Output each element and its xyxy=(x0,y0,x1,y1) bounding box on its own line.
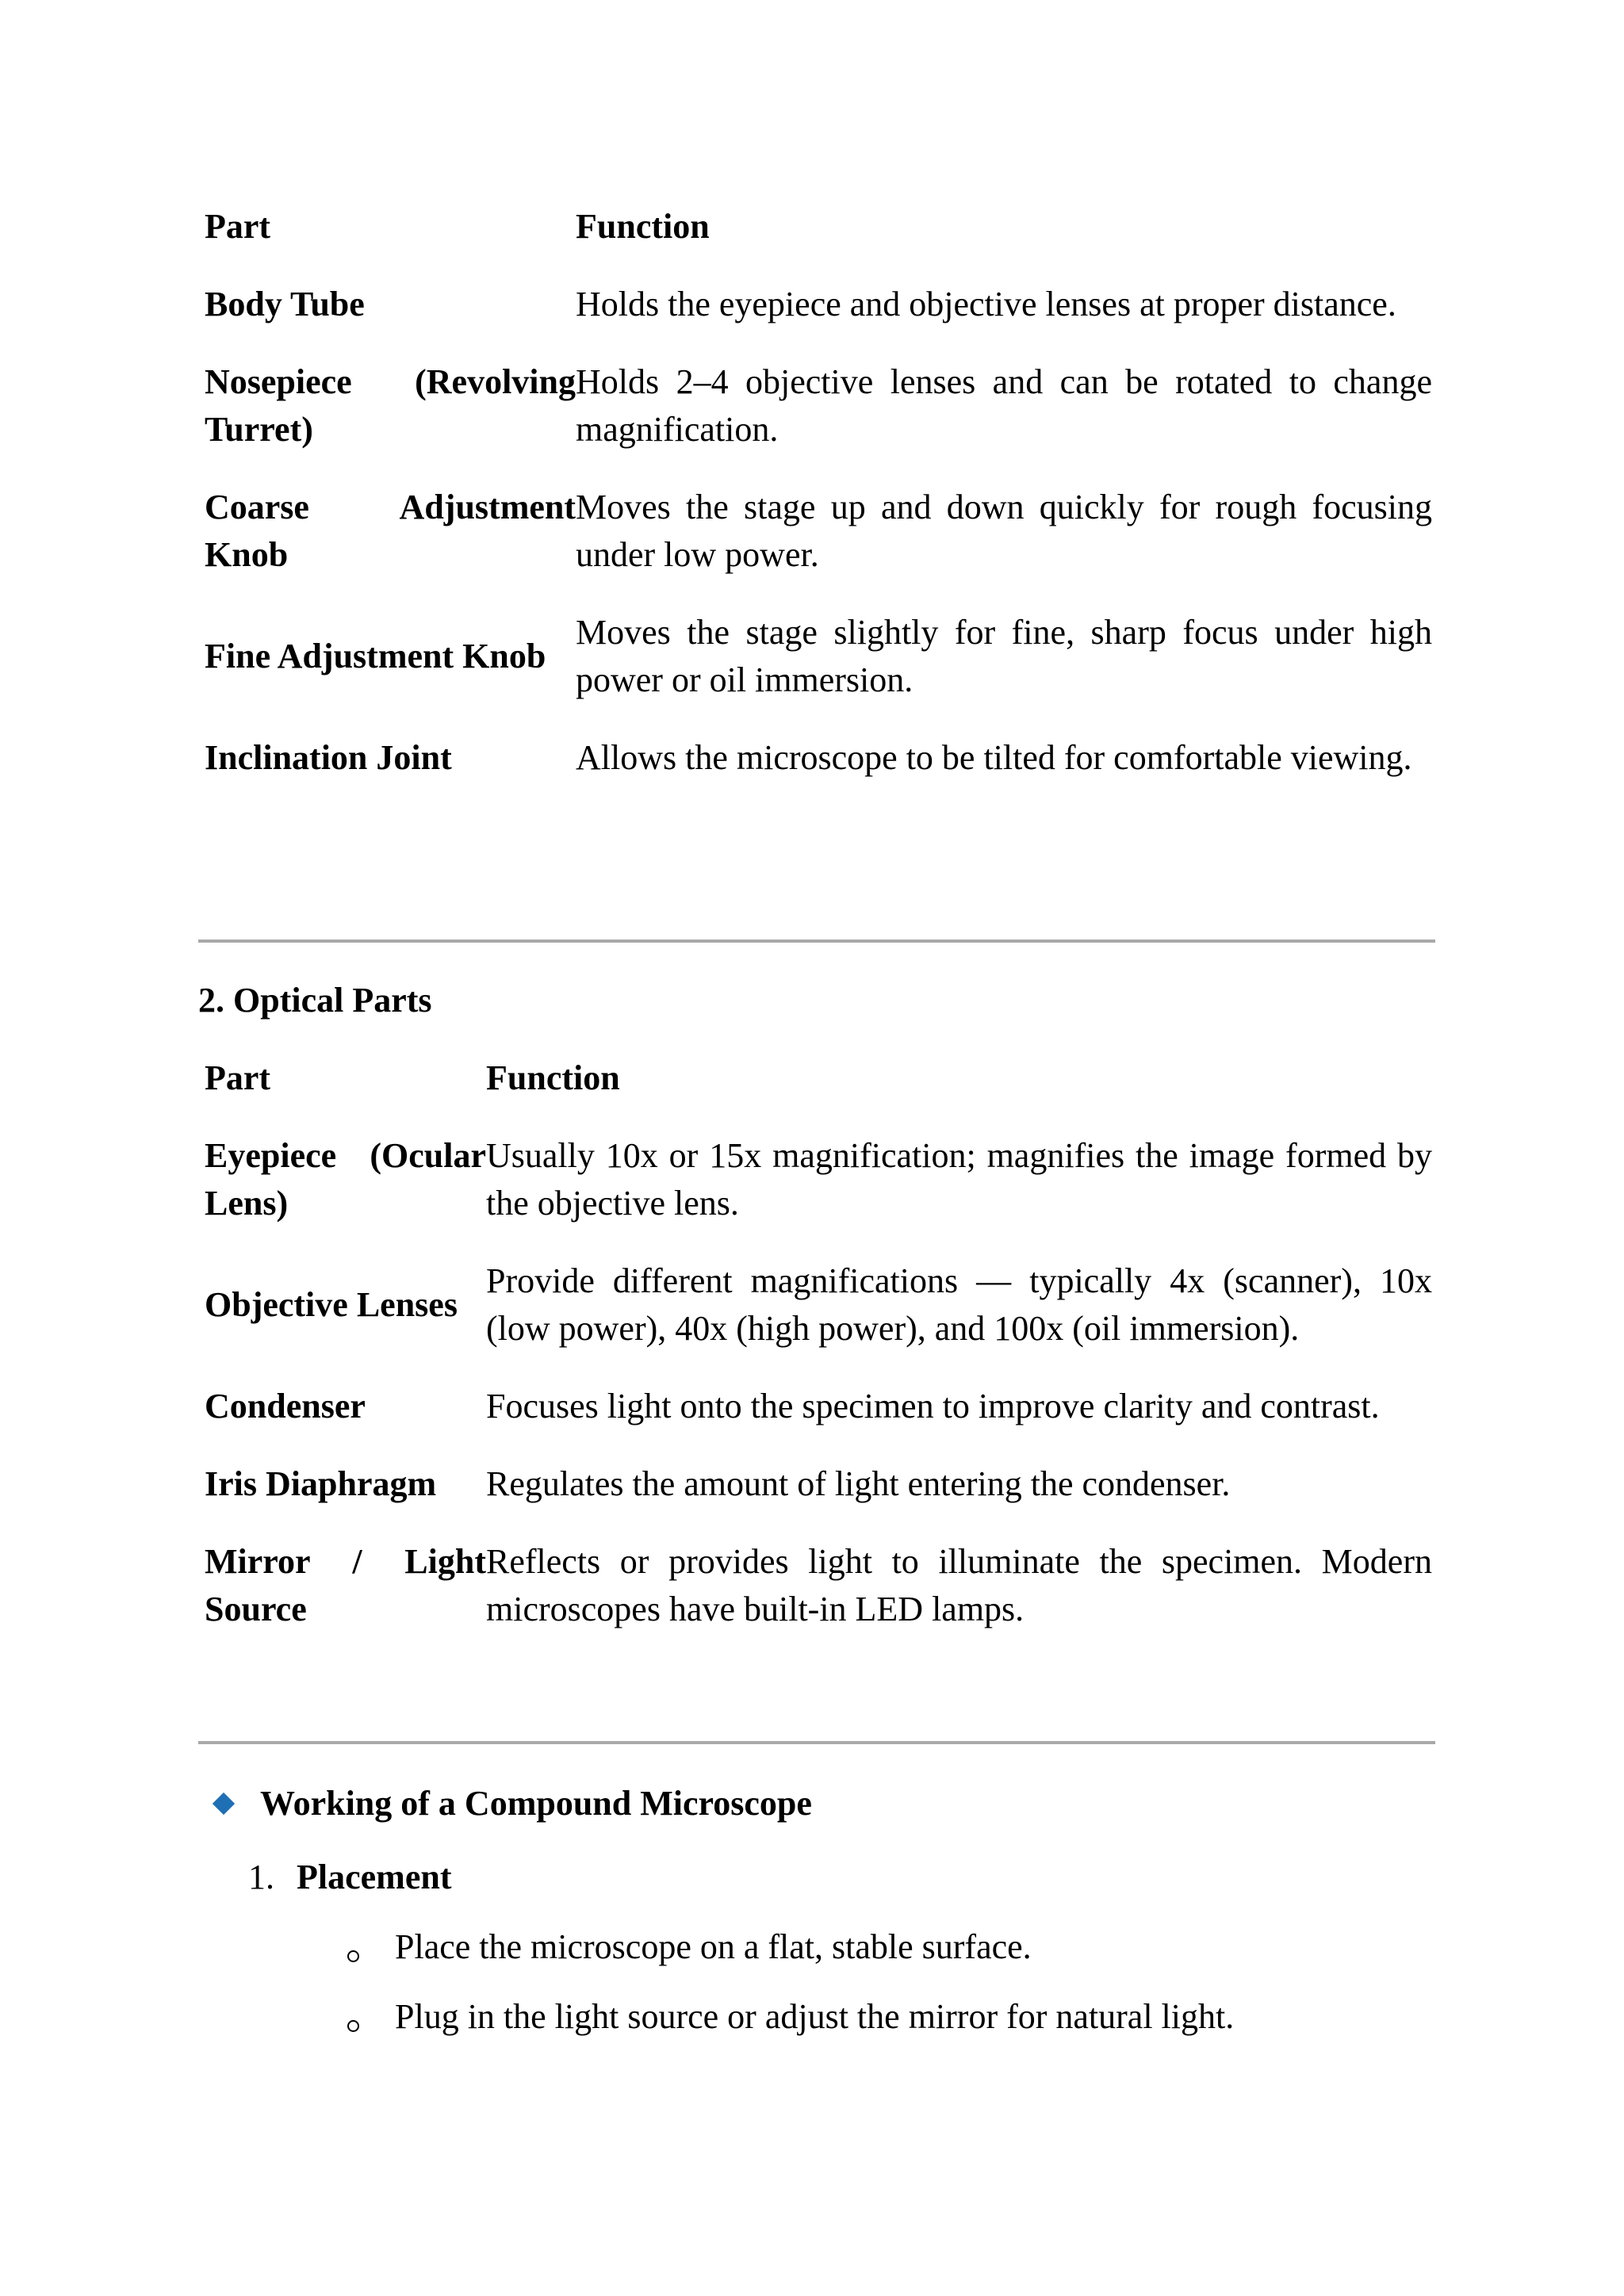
list-number: 1. xyxy=(248,1858,274,1896)
column-header-part: Part xyxy=(205,1058,271,1097)
column-header-function: Function xyxy=(576,207,710,246)
column-header-function: Function xyxy=(486,1058,620,1097)
part-name: Iris Diaphragm xyxy=(205,1464,437,1503)
column-header-part: Part xyxy=(205,207,271,246)
section-divider xyxy=(198,939,1435,943)
part-function: Holds the eyepiece and objective lenses at proper distance. xyxy=(576,285,1396,323)
part-function: Allows the microscope to be tilted for comfortable viewing. xyxy=(576,738,1412,777)
optical-parts-table xyxy=(205,1054,1432,1633)
table-row xyxy=(205,358,1432,453)
table-row xyxy=(205,484,1432,579)
table-row xyxy=(205,609,1432,704)
part-name: Coarse Adjustment Knob xyxy=(205,488,576,574)
part-function: Holds 2–4 objective lenses and can be rotated to change magnification. xyxy=(576,362,1432,449)
part-function: Provide different magnifications — typically 4x (scanner), 10x (low power), 40x (high power), and 100x (oil immersion). xyxy=(486,1261,1432,1348)
table-row xyxy=(205,1257,1432,1353)
part-name: Inclination Joint xyxy=(205,738,452,777)
list-item: Place the microscope on a flat, stable surface. xyxy=(395,1927,1032,1966)
part-function: Focuses light onto the specimen to improve clarity and contrast. xyxy=(486,1387,1380,1425)
part-name: Mirror / Light Source xyxy=(205,1542,486,1628)
part-name: Fine Adjustment Knob xyxy=(205,637,546,675)
section-heading-working: Working of a Compound Microscope xyxy=(260,1784,812,1823)
part-function: Usually 10x or 15x magnification; magnifies the image formed by the objective lens. xyxy=(486,1136,1432,1223)
table-row xyxy=(205,1132,1432,1227)
part-name: Objective Lenses xyxy=(205,1285,458,1324)
table-row xyxy=(205,281,1432,328)
part-function: Moves the stage up and down quickly for rough focusing under low power. xyxy=(576,488,1432,574)
part-name: Body Tube xyxy=(205,285,365,323)
part-name: Eyepiece (Ocular Lens) xyxy=(205,1136,486,1223)
circle-bullet-icon xyxy=(347,1950,359,1962)
part-function: Reflects or provides light to illuminate the specimen. Modern microscopes have built-in LED lamps. xyxy=(486,1542,1432,1628)
mechanical-parts-table xyxy=(205,203,1432,782)
part-function: Regulates the amount of light entering the condenser. xyxy=(486,1464,1231,1503)
part-name: Condenser xyxy=(205,1387,366,1425)
part-name: Nosepiece (Revolving Turret) xyxy=(205,362,576,449)
table-row xyxy=(205,734,1432,782)
part-function: Moves the stage slightly for fine, sharp focus under high power or oil immersion. xyxy=(576,613,1432,699)
diamond-bullet-icon xyxy=(213,1793,235,1815)
list-item: Plug in the light source or adjust the mirror for natural light. xyxy=(395,1997,1235,2036)
section-divider xyxy=(198,1741,1435,1744)
table-row xyxy=(205,1383,1432,1430)
circle-bullet-icon xyxy=(347,2020,359,2032)
table-row xyxy=(205,1460,1432,1508)
table-row xyxy=(205,1538,1432,1633)
table-header-row xyxy=(205,1054,1432,1102)
section-heading-optical-parts: 2. Optical Parts xyxy=(198,981,432,1020)
step-label-placement: Placement xyxy=(297,1858,452,1896)
table-header-row xyxy=(205,203,1432,251)
